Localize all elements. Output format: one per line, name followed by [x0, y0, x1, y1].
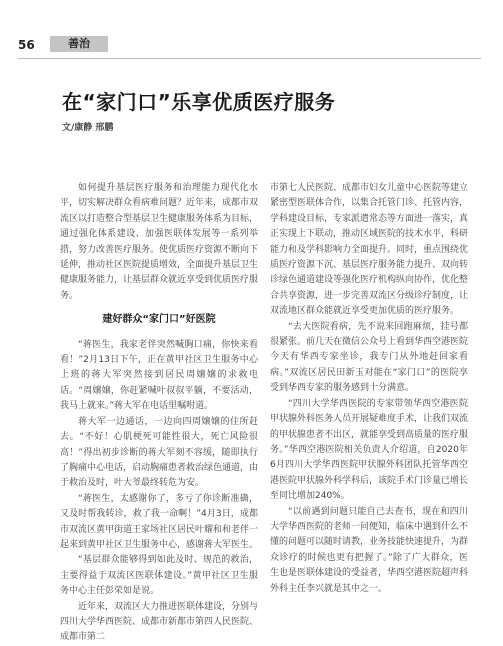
article-title: 在“家门口”乐享优质医疗服务	[62, 90, 336, 114]
paragraph: “去大医院看病，先不说来回跑麻烦，挂号都很紧张。前几天在微信公众号上看到华西空港医院今天有华西专家坐诊，我专门从外地赶回家看病。”双流区居民田新玉对能在“家门口”的医院享受到华西专家的服务感到十分满意。	[270, 321, 469, 394]
paragraph: 如何提升基层医疗服务和治理能力现代化水平，切实解决群众看病难问题？近年来，成都市双流区以打造整合型基层卫生健康服务体系为目标，通过强化体系建设、加强医联体发展等一系列举措，努力改善医疗服务。使优质医疗资源不断向下延伸，推动社区医院提质增效，全面提升基层卫生健康服务能力，让基层群众就近享受到优质医疗服务。	[60, 183, 259, 301]
header-divider	[18, 58, 481, 59]
article-byline: 文/康静 邢鹏	[62, 123, 114, 133]
paragraph: 近年来，双流区大力推进医联体建设，分别与四川大学华西医院、成都市新都市第四人民医院、成都市第二	[60, 601, 259, 643]
paragraph: “四川大学华西医院的专家带领华西空港医院甲状腺外科医务人员开展疑难度手术，让我们双流的甲状腺患者不出区，就能享受到高质量的医疗服务。”华西空港医院相关负责人介绍道，自2020年6月四川大学华西医院甲状腺外科团队托管华西空港医院甲状腺外科学科后，该院手术门诊量已增长至同比增加240%。	[270, 398, 469, 502]
paragraph: “基层群众能够得到如此及时、规范的救治，主要得益于双流区医联体建设。”黄甲社区卫生服务中心主任彭荣如是说。	[60, 555, 258, 597]
paragraph: “蒋医生，我家老伴突然喊胸口痛，你快来看看！”2月13日下午，正在黄甲社区卫生服务中心上班的蒋大军突然接到居民周嬢嬢的求救电话。“周嬢嬢，你赶紧喊叶叔叔平躺，不要活动，我马上就来。”蒋大军在电话里嘱咐道。	[60, 339, 258, 412]
paragraph: “蒋医生，太感谢你了，多亏了你诊断准确，又及时帮我转诊，救了我一命啊！”4月3日，成都市双流区黄甲街道王家场社区居民叶耀和和老伴一起来到黄甲社区卫生服务中心，感谢蒋大军医生。	[60, 493, 259, 550]
page-number: 56	[18, 38, 35, 52]
left-column	[60, 181, 258, 646]
section-tag: 善治	[50, 36, 108, 52]
section-subheading: 建好群众“家门口”好医院	[102, 314, 216, 326]
paragraph: 蒋大军一边通话，一边向四周嬢嬢的住所赶去。“不好！心肌梗死可能性很大，死亡风险很高！”得出初步诊断的蒋大军刻不容缓，随即执行了胸痛中心电话，启动胸痛患者救治绿色通道，由于救治及时，叶大爷最终转危为安。	[60, 416, 259, 489]
paragraph: 市第七人民医院、成都市妇女儿童中心医院等建立紧密型医联体合作，以集合托管门诊、托管内容，学科建设目标，专家派遣常态等方面进一落实，真正实现上下联动，推动区域医院的技术水平，科研能力和及学科影响力全面提升。同时，重点围绕优质医疗资源下沉、基层医疗服务能力提升、双向转诊绿色通道建设等强化医疗机构纵向协作，优化整合共享资源，进一步完善双流区分级诊疗制度，让双流地区群众能就近享受更加优质的医疗服务。	[270, 183, 469, 317]
paragraph: “以前遇到问题只能自己去查书，现在和四川大学华西医院的老师一问便知，临床中遇到什么不懂的问题可以随时请教，业务技能快速提升，为群众诊疗的时候也更有把握了。”除了广大群众，医生也是医联体建设的受益者，华西空港医院超声科外科主任李兴就是其中之一。	[270, 506, 469, 594]
right-column	[270, 181, 468, 597]
